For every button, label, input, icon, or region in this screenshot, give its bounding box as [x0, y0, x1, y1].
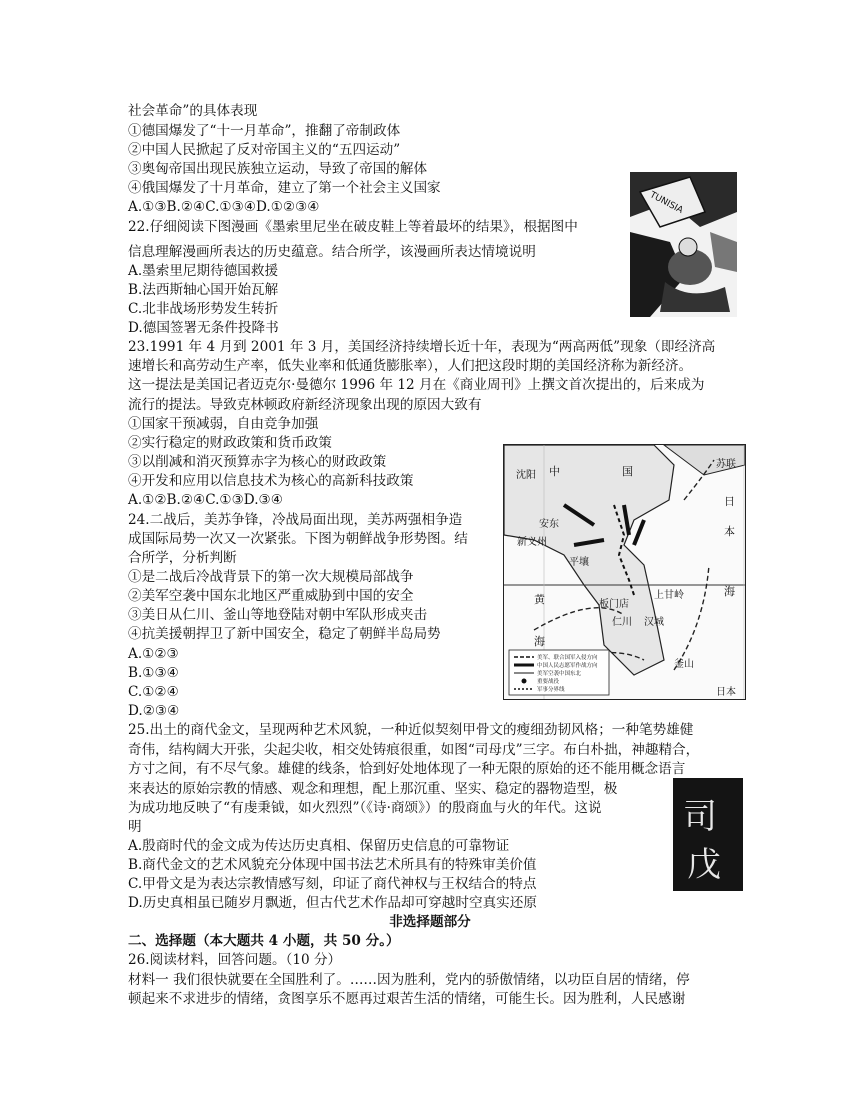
text-line: 材料一 我们很快就要在全国胜利了。……因为胜利，党内的骄傲情绪，以功臣自居的情绪，停	[128, 972, 690, 988]
text-line: ④俄国爆发了十月革命，建立了第一个社会主义国家	[128, 180, 441, 196]
map-label: 日本	[716, 687, 736, 698]
map-label: 海	[534, 635, 545, 648]
text-line: 社会革命”的具体表现	[128, 103, 258, 119]
option-b: B.法西斯轴心国开始瓦解	[128, 282, 279, 298]
text-line: ④开发和应用以信息技术为核心的高新科技政策	[128, 473, 414, 489]
map-label: 汉城	[644, 617, 664, 628]
option-a: A.墨索里尼期待德国救援	[128, 263, 279, 279]
inscription-char: 戊	[687, 845, 721, 885]
text-line: ①国家干预减弱，自由竞争加强	[128, 416, 319, 432]
map-label: 海	[724, 585, 735, 598]
map-label: 苏联	[716, 459, 736, 470]
map-label: 沈阳	[516, 470, 536, 481]
legend-label: 美军空袭中国东北	[537, 671, 582, 677]
text-line: 为成功地反映了“有虔秉钺，如火烈烈”（《诗·商颂》）的殷商血与火的年代。这说	[128, 800, 602, 816]
question-25: 25.出土的商代金文，呈现两种艺术风貌，一种近似契刻甲骨文的瘦细劲韧风格；一种笔势雄健	[128, 722, 694, 738]
option-c: C.甲骨文是为表达宗教情感写刻，印证了商代神权与王权结合的特点	[128, 876, 537, 892]
text-line: 方寸之间，有不尽气象。雄健的线条，恰到好处地体现了一种无限的原始的还不能用概念语言	[128, 761, 686, 777]
map-label: 釜山	[674, 659, 694, 670]
legend-label: 重要战役	[537, 679, 560, 685]
text-line: 合所学，分析判断	[128, 550, 237, 566]
text-line: ①是二战后冷战背景下的第一次大规模局部战争	[128, 569, 414, 585]
question-26: 26.阅读材料，回答问题。（10 分）	[128, 952, 342, 968]
question-24: 24.二战后，美苏争锋，冷战局面出现，美苏两强相争造	[128, 512, 463, 528]
text-line: 来表达的原始宗教的情感、观念和理想，配上那沉重、坚实、稳定的器物造型，极	[128, 781, 618, 797]
map-label: 仁川	[612, 617, 632, 628]
legend-label: 中国人民志愿军作战方向	[537, 663, 598, 669]
question-22: 22.仔细阅读下图漫画《墨索里尼坐在破皮鞋上等着最坏的结果》，根据图中	[128, 219, 578, 235]
text-line: 流行的提法。导致克林顿政府新经济现象出现的原因大致有	[128, 397, 482, 413]
legend-label: 军事分界线	[537, 687, 565, 693]
text-line: 奇伟，结构阔大开张，尖起尖收，相交处铸痕很重，如图“司母戊”三字。布白朴拙，神趣精合，	[128, 742, 700, 758]
inscription-char: 司	[683, 797, 717, 837]
text-line: 顿起来不求进步的情绪，贪图享乐不愿再过艰苦生活的情绪，可能生长。因为胜利，人民感谢	[128, 991, 686, 1007]
option-d: D.德国签署无条件投降书	[128, 320, 279, 336]
map-label: 本	[724, 525, 735, 538]
map-label: 平壤	[569, 557, 589, 568]
map-label: 中	[549, 465, 560, 478]
text-line: ②实行稳定的财政政策和货币政策	[128, 435, 332, 451]
map-label: 板门店	[599, 599, 629, 610]
mussolini-cartoon-image	[630, 172, 737, 317]
question-23: 23.1991 年 4 月到 2001 年 3 月，美国经济持续增长近十年，表现为“两高两低”现象（即经济高	[128, 339, 716, 355]
text-line: ②中国人民掀起了反对帝国主义的“五四运动”	[128, 142, 401, 158]
map-label: 黄	[534, 593, 545, 606]
text-line: 明	[128, 819, 142, 835]
map-label: 国	[622, 465, 633, 478]
text-line: ①德国爆发了“十一月革命”，推翻了帝制政体	[128, 123, 401, 139]
section-heading: 二、选择题（本大题共 4 小题，共 50 分。）	[128, 933, 400, 949]
option-a: A.①②③	[128, 646, 179, 662]
option-c: C.①②④	[128, 684, 179, 700]
text-line: 信息理解漫画所表达的历史蕴意。结合所学，该漫画所表达情境说明	[128, 244, 536, 260]
text-line: ④抗美援朝捍卫了新中国安全，稳定了朝鲜半岛局势	[128, 626, 441, 642]
section-title: 非选择题部分	[389, 914, 471, 930]
option-b: B.①③④	[128, 665, 179, 681]
option-d: D.②③④	[128, 703, 180, 719]
korean-war-map	[503, 444, 746, 700]
map-label: 上甘岭	[654, 590, 684, 601]
text-line: ②美军空袭中国东北地区严重威胁到中国的安全	[128, 588, 414, 604]
text-line: ③美日从仁川、釜山等地登陆对朝中军队形成夹击	[128, 607, 428, 623]
map-label: 安东	[539, 519, 559, 530]
text-line: ③以削减和消灭预算赤字为核心的财政政策	[128, 454, 387, 470]
cartoon-label: TUNISIA	[647, 190, 685, 216]
option-b: B.商代金文的艺术风貌充分体现中国书法艺术所具有的特殊审美价值	[128, 857, 537, 873]
text-line: A.①③B.②④C.①③④D.①②③④	[128, 199, 320, 215]
simuwu-inscription-image	[673, 778, 743, 891]
text-line: 成国际局势一次又一次紧张。下图为朝鲜战争形势图。结	[128, 531, 468, 547]
text-line: ③奥匈帝国出现民族独立运动，导致了帝国的解体	[128, 161, 428, 177]
map-label: 日	[724, 495, 735, 508]
option-a: A.殷商时代的金文成为传达历史真相、保留历史信息的可靠物证	[128, 838, 510, 854]
legend-label: 美军、联合国军入侵方向	[537, 655, 598, 661]
option-c: C.北非战场形势发生转折	[128, 301, 279, 317]
text-line: A.①②B.②④C.①③D.③④	[128, 492, 283, 508]
text-line: 速增长和高劳动生产率，低失业率和低通货膨胀率），人们把这段时期的美国经济称为新经济。	[128, 358, 693, 374]
text-line: 这一提法是美国记者迈克尔·曼德尔 1996 年 12 月在《商业周刊》上撰文首次提出的，后来成为	[128, 377, 705, 393]
option-d: D.历史真相虽已随岁月飘逝，但古代艺术作品却可穿越时空真实还原	[128, 895, 537, 911]
map-label: 新义州	[517, 537, 547, 548]
